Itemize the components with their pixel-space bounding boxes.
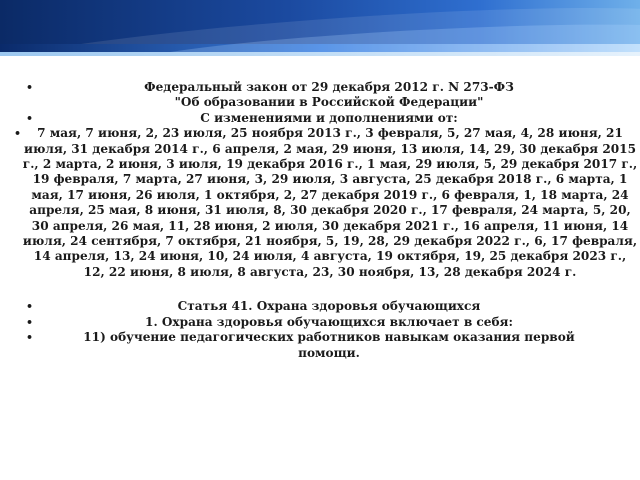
article-title-item: [22, 299, 624, 314]
bullet-icon: •: [26, 111, 34, 125]
clause-1-item: [22, 315, 624, 330]
clause-11: 11) обучение педагогических работников навыкам оказания первой помощи.: [83, 330, 575, 360]
document-body: [14, 80, 638, 361]
bullet-icon: •: [26, 300, 34, 314]
law-title-line1: Федеральный закон от 29 декабря 2012 г. N 273-ФЗ: [144, 80, 514, 94]
amendment-dates: 7 мая, 7 июня, 2, 23 июля, 25 ноября 2013 г., 3 февраля, 5, 27 мая, 4, 28 июня, 21 июля, 31 декабря 2014 г., 6 апреля, 2 мая, 29 июня, 13 июля, 14, 29, 30 декабря 2015 г., 2 марта, 2 июня, 3 июля, 19 декабря 2016 г., 1 мая, 29 июля, 5, 29 декабря 2017 г., 19 февраля, 7 марта, 27 июня, 3, 29 июля, 3 августа, 25 декабря 2018 г., 6 марта, 1 мая, 17 июня, 26 июля, 1 октября, 2, 27 декабря 2019 г., 6 февраля, 1, 18 марта, 24 апреля, 25 мая, 8 июня, 31 июля, 8, 30 декабря 2020 г., 17 февраля, 24 марта, 5, 20, 30 апреля, 26 мая, 11, 28 июня, 2 июля, 30 декабря 2021 г., 16 апреля, 11 июня, 14 июля, 24 сентября, 7 октября, 21 ноября, 5, 19, 28, 29 декабря 2022 г., 6, 17 февраля, 14 апреля, 13, 24 июня, 10, 24 июля, 4 августа, 19 октября, 19, 25 декабря 2023 г., 12, 22 июня, 8 июля, 8 августа, 23, 30 ноября, 13, 28 декабря 2024 г.: [22, 126, 638, 279]
bullet-icon: •: [26, 81, 34, 94]
law-title: [22, 80, 624, 111]
bullet-icon: •: [14, 127, 22, 141]
spacer: [22, 280, 624, 299]
article-title: Статья 41. Охрана здоровья обучающихся: [177, 299, 481, 314]
banner-edge: [0, 52, 640, 56]
amendments-heading-item: [22, 111, 624, 126]
law-title-line2: "Об образовании в Российской Федерации": [174, 95, 484, 110]
clause-11-item: [22, 330, 624, 361]
clause-1: 1. Охрана здоровья обучающихся включает в себя:: [145, 314, 513, 329]
bullet-icon: •: [26, 331, 34, 345]
bullet-icon: •: [26, 315, 34, 329]
header-banner: [0, 0, 640, 52]
banner-stripe: [0, 44, 640, 52]
amendments-heading: С изменениями и дополнениями от:: [200, 110, 458, 125]
amendment-dates-item: [8, 126, 638, 280]
